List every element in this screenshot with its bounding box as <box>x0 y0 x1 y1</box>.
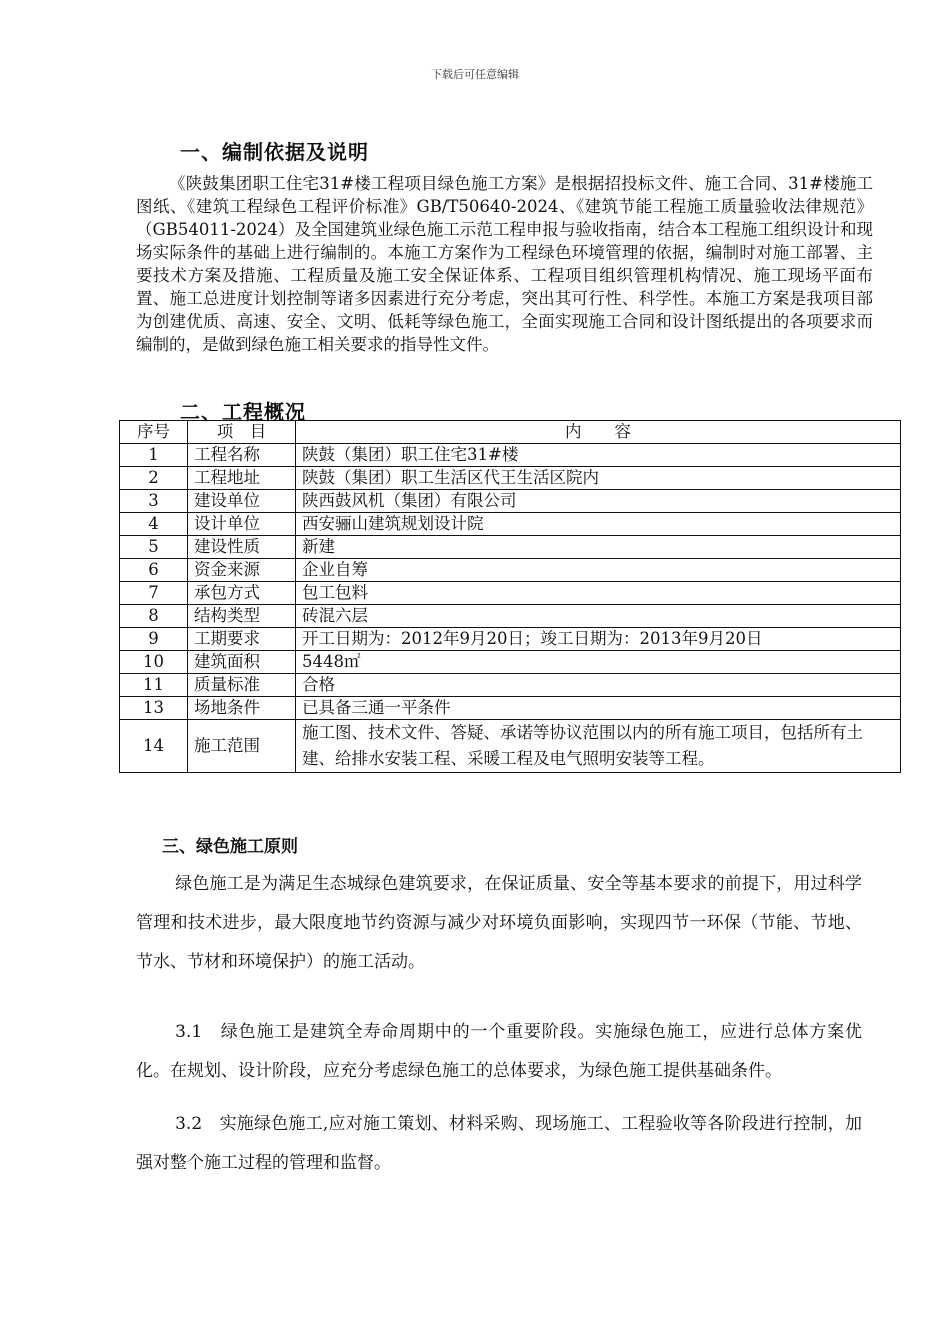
row-item: 建设单位 <box>188 490 296 513</box>
row-content: 5448㎡ <box>296 651 901 674</box>
table-row <box>120 467 901 490</box>
row-item: 承包方式 <box>188 582 296 605</box>
table-row <box>120 582 901 605</box>
row-content: 企业自筹 <box>296 559 901 582</box>
header-item: 项 目 <box>188 421 296 444</box>
row-index: 13 <box>120 697 188 720</box>
table-row <box>120 490 901 513</box>
table-row <box>120 444 901 467</box>
row-content: 西安骊山建筑规划设计院 <box>296 513 901 536</box>
row-item: 施工范围 <box>188 720 296 773</box>
row-index: 14 <box>120 720 188 773</box>
header-index: 序号 <box>120 421 188 444</box>
row-item: 质量标准 <box>188 674 296 697</box>
section3-title: 三、绿色施工原则 <box>162 837 298 857</box>
row-item: 设计单位 <box>188 513 296 536</box>
table-row <box>120 605 901 628</box>
row-index: 9 <box>120 628 188 651</box>
table-row <box>120 674 901 697</box>
table-row <box>120 628 901 651</box>
table-row <box>120 513 901 536</box>
row-content: 陕鼓（集团）职工生活区代王生活区院内 <box>296 467 901 490</box>
section3-paragraph: 3.1 绿色施工是建筑全寿命周期中的一个重要阶段。实施绿色施工，应进行总体方案优化。在规划、设计阶段，应充分考虑绿色施工的总体要求，为绿色施工提供基础条件。 <box>136 1022 862 1081</box>
page-header: 下载后可任意编辑 <box>431 68 519 81</box>
row-index: 5 <box>120 536 188 559</box>
row-item: 工程地址 <box>188 467 296 490</box>
row-index: 7 <box>120 582 188 605</box>
row-content: 开工日期为：2012年9月20日；竣工日期为：2013年9月20日 <box>296 628 901 651</box>
section3-paragraph: 绿色施工是为满足生态城绿色建筑要求，在保证质量、安全等基本要求的前提下，用过科学管理和技术进步，最大限度地节约资源与减少对环境负面影响，实现四节一环保（节能、节地、节水、节材和环境保护）的施工活动。 <box>136 874 862 972</box>
row-index: 10 <box>120 651 188 674</box>
row-content: 陕西鼓风机（集团）有限公司 <box>296 490 901 513</box>
row-index: 3 <box>120 490 188 513</box>
row-index: 4 <box>120 513 188 536</box>
row-content: 已具备三通一平条件 <box>296 697 901 720</box>
row-index: 2 <box>120 467 188 490</box>
table-row <box>120 536 901 559</box>
row-index: 1 <box>120 444 188 467</box>
row-index: 8 <box>120 605 188 628</box>
row-item: 场地条件 <box>188 697 296 720</box>
row-content: 砖混六层 <box>296 605 901 628</box>
section2-title: 二、工程概况 <box>180 400 306 424</box>
section3-paragraph: 3.2 实施绿色施工,应对施工策划、材料采购、现场施工、工程验收等各阶段进行控制，加强对整个施工过程的管理和监督。 <box>136 1114 862 1173</box>
row-index: 6 <box>120 559 188 582</box>
row-content: 合格 <box>296 674 901 697</box>
row-content: 施工图、技术文件、答疑、承诺等协议范围以内的所有施工项目，包括所有土建、给排水安装工程、采暖工程及电气照明安装等工程。 <box>296 720 901 773</box>
row-item: 建设性质 <box>188 536 296 559</box>
row-item: 结构类型 <box>188 605 296 628</box>
row-content: 陕鼓（集团）职工住宅31#楼 <box>296 444 901 467</box>
row-item: 工期要求 <box>188 628 296 651</box>
table-row <box>120 559 901 582</box>
table-row <box>120 697 901 720</box>
table-header-row <box>120 421 901 444</box>
project-overview-table <box>119 420 901 773</box>
row-item: 资金来源 <box>188 559 296 582</box>
row-index: 11 <box>120 674 188 697</box>
row-content: 新建 <box>296 536 901 559</box>
section1-title: 一、编制依据及说明 <box>180 140 369 164</box>
header-content: 内 容 <box>296 421 901 444</box>
row-item: 建筑面积 <box>188 651 296 674</box>
table-row <box>120 651 901 674</box>
section1-paragraph: 《陕鼓集团职工住宅31#楼工程项目绿色施工方案》是根据招投标文件、施工合同、31#楼施工图纸、《建筑工程绿色工程评价标准》GB/T50640-2024、《建筑节能工程施工质量验收法律规范》（GB54011-2024）及全国建筑业绿色施工示范工程申报与验收指南，结合本工程施工组织设计和现场实际条件的基础上进行编制的。本施工方案作为工程绿色环境管理的依据，编制时对施工部署、主要技术方案及措施、工程质量及施工安全保证体系、工程项目组织管理机构情况、施工现场平面布置、施工总进度计划控制等诸多因素进行充分考虑，突出其可行性、科学性。本施工方案是我项目部为创建优质、高速、安全、文明、低耗等绿色施工，全面实现施工合同和设计图纸提出的各项要求而编制的，是做到绿色施工相关要求的指导性文件。 <box>136 174 873 354</box>
row-item: 工程名称 <box>188 444 296 467</box>
row-content: 包工包料 <box>296 582 901 605</box>
table-row <box>120 720 901 773</box>
